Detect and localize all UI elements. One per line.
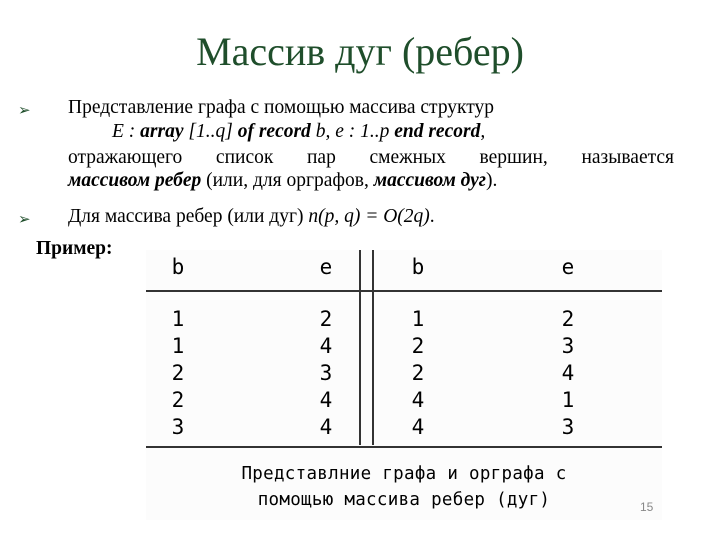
right-e-cell: 3	[561, 415, 575, 439]
table-caption-line-2: помощью массива ребер (дуг)	[257, 490, 551, 510]
column-divider-left	[359, 250, 361, 445]
left-e-cell: 4	[319, 388, 333, 412]
edge-array-table	[146, 250, 662, 520]
right-b-cell: 4	[411, 388, 425, 412]
left-b-cell: 3	[171, 415, 185, 439]
code-comma: ,	[480, 121, 486, 142]
term-arc-array: массивом дуг	[373, 170, 486, 191]
left-b-cell: 2	[171, 388, 185, 412]
header-e-left: e	[319, 255, 333, 279]
header-b-left: b	[171, 255, 185, 279]
code-colon: :	[128, 121, 136, 142]
right-e-cell: 3	[561, 334, 575, 358]
header-divider	[146, 290, 662, 292]
left-b-cell: 2	[171, 361, 185, 385]
bullet-2-end: .	[429, 206, 435, 227]
arrow-bullet-icon: ➢	[18, 101, 31, 119]
right-e-cell: 2	[561, 307, 575, 331]
example-label: Пример:	[36, 238, 113, 259]
left-b-cell: 1	[171, 334, 185, 358]
right-b-cell: 2	[411, 334, 425, 358]
code-identifier: E	[112, 121, 124, 142]
complexity-formula: n(p, q) = O(2q)	[308, 206, 430, 227]
caption-divider	[146, 446, 662, 448]
bullet-1-line-4-middle: (или, для орграфов,	[206, 170, 369, 191]
left-e-cell: 2	[319, 307, 333, 331]
header-b-right: b	[411, 255, 425, 279]
bullet-1-line-4-end: ).	[485, 170, 498, 191]
term-edge-array: массивом ребер	[68, 170, 202, 191]
right-b-cell: 2	[411, 361, 425, 385]
right-b-cell: 4	[411, 415, 425, 439]
code-range: [1..q]	[188, 121, 233, 142]
right-b-cell: 1	[411, 307, 425, 331]
right-e-cell: 1	[561, 388, 575, 412]
left-e-cell: 3	[319, 361, 333, 385]
bullet-2-text: Для массива ребер (или дуг)	[68, 206, 304, 227]
bullet-1-line-1: Представление графа с помощью массива структур	[68, 97, 495, 118]
bullet-2-content	[68, 205, 435, 228]
bullet-1-line-4	[68, 170, 497, 192]
header-e-right: e	[561, 255, 575, 279]
left-e-cell: 4	[319, 415, 333, 439]
slide-title: Массив дуг (ребер)	[196, 29, 524, 74]
code-keyword-end-record: end record	[394, 121, 481, 142]
slide-number: 15	[640, 500, 654, 514]
table-caption-line-1: Представлние графа и орграфа с	[241, 464, 567, 484]
right-e-cell: 4	[561, 361, 575, 385]
code-keyword-array: array	[140, 121, 184, 142]
bullet-1-line-3: отражающего список пар смежных вершин, называется	[68, 147, 674, 168]
code-keyword-of-record: of record	[237, 121, 311, 142]
code-fields: b, e : 1..p	[315, 121, 390, 142]
column-divider-right	[372, 250, 374, 445]
arrow-bullet-icon: ➢	[18, 210, 31, 228]
left-b-cell: 1	[171, 307, 185, 331]
left-e-cell: 4	[319, 334, 333, 358]
array-declaration	[112, 121, 485, 143]
